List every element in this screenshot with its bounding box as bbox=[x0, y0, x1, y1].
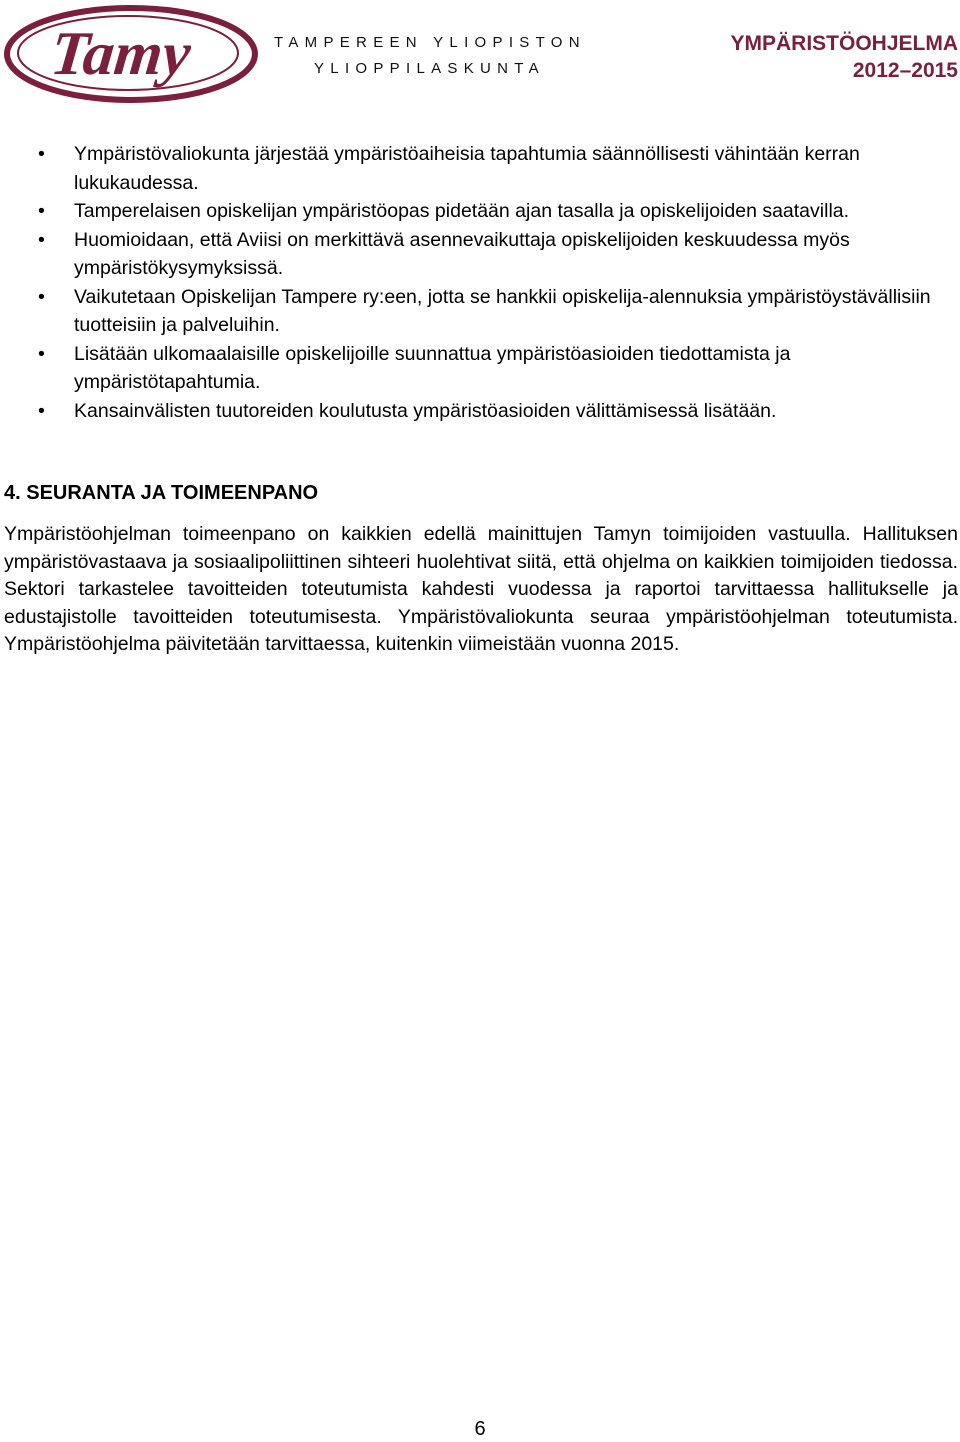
bullet-icon: • bbox=[38, 285, 45, 308]
list-item bbox=[4, 340, 958, 397]
university-name-line1: TAMPEREEN YLIOPISTON bbox=[274, 34, 586, 51]
logo-wordmark: Tamy bbox=[47, 20, 194, 88]
document-years: 2012–2015 bbox=[852, 59, 958, 82]
section-heading: 4. SEURANTA JA TOIMEENPANO bbox=[4, 482, 319, 504]
tamy-logo bbox=[4, 4, 258, 104]
university-name-line2: YLIOPPILASKUNTA bbox=[314, 60, 545, 77]
list-item bbox=[4, 226, 958, 283]
document-title: YMPÄRISTÖOHJELMA bbox=[730, 32, 958, 55]
list-item bbox=[4, 283, 958, 340]
page-header bbox=[0, 0, 960, 110]
page-number: 6 bbox=[474, 1418, 486, 1440]
list-item-text: Ympäristövaliokunta järjestää ympäristöaiheisia tapahtumia säännöllisesti vähintään kerran lukukaudessa. bbox=[74, 143, 860, 194]
list-item bbox=[4, 140, 958, 197]
list-item-text: Vaikutetaan Opiskelijan Tampere ry:een, jotta se hankkii opiskelija-alennuksia ympäristöystävällisiin tuotteisiin ja palveluihin. bbox=[74, 285, 931, 336]
bullet-icon: • bbox=[38, 399, 45, 422]
list-item bbox=[4, 197, 958, 226]
list-item-text: Kansainvälisten tuutoreiden koulutusta ympäristöasioiden välittämisessä lisätään. bbox=[74, 399, 777, 422]
list-item-text: Huomioidaan, että Aviisi on merkittävä asennevaikuttaja opiskelijoiden keskuudessa myös ympäristökysymyksissä. bbox=[74, 228, 850, 279]
section-paragraph: Ympäristöohjelman toimeenpano on kaikkien edellä mainittujen Tamyn toimijoiden vastuulla. Hallituksen ympäristövastaava ja sosiaalipoliittinen sihteeri huolehtivat siitä, että ohjelma on kaikkien toimijoiden tiedossa. Sektori tarkastelee tavoitteiden toteutumista kahdesti vuodessa ja raportoi tarvittaessa hallitukselle ja edustajistolle tavoitteiden toteutumisesta. Ympäristövaliokunta seuraa ympäristöohjelman toteutumista. Ympäristöohjelma päivitetään tarvittaessa, kuitenkin viimeistään vuonna 2015. bbox=[4, 523, 958, 655]
university-name bbox=[274, 30, 586, 82]
document-title-block bbox=[730, 30, 958, 84]
list-item-text: Lisätään ulkomaalaisille opiskelijoille suunnattua ympäristöasioiden tiedottamista ja ympäristötapahtumia. bbox=[74, 342, 791, 393]
list-item bbox=[4, 397, 958, 426]
bullet-icon: • bbox=[38, 200, 45, 222]
bullet-icon: • bbox=[38, 228, 45, 251]
bullet-icon: • bbox=[38, 143, 45, 165]
bullet-list bbox=[4, 140, 958, 425]
page-content bbox=[4, 140, 958, 659]
list-item-text: Tamperelaisen opiskelijan ympäristöopas pidetään ajan tasalla ja opiskelijoiden saatavilla. bbox=[74, 200, 850, 222]
bullet-icon: • bbox=[38, 342, 45, 365]
